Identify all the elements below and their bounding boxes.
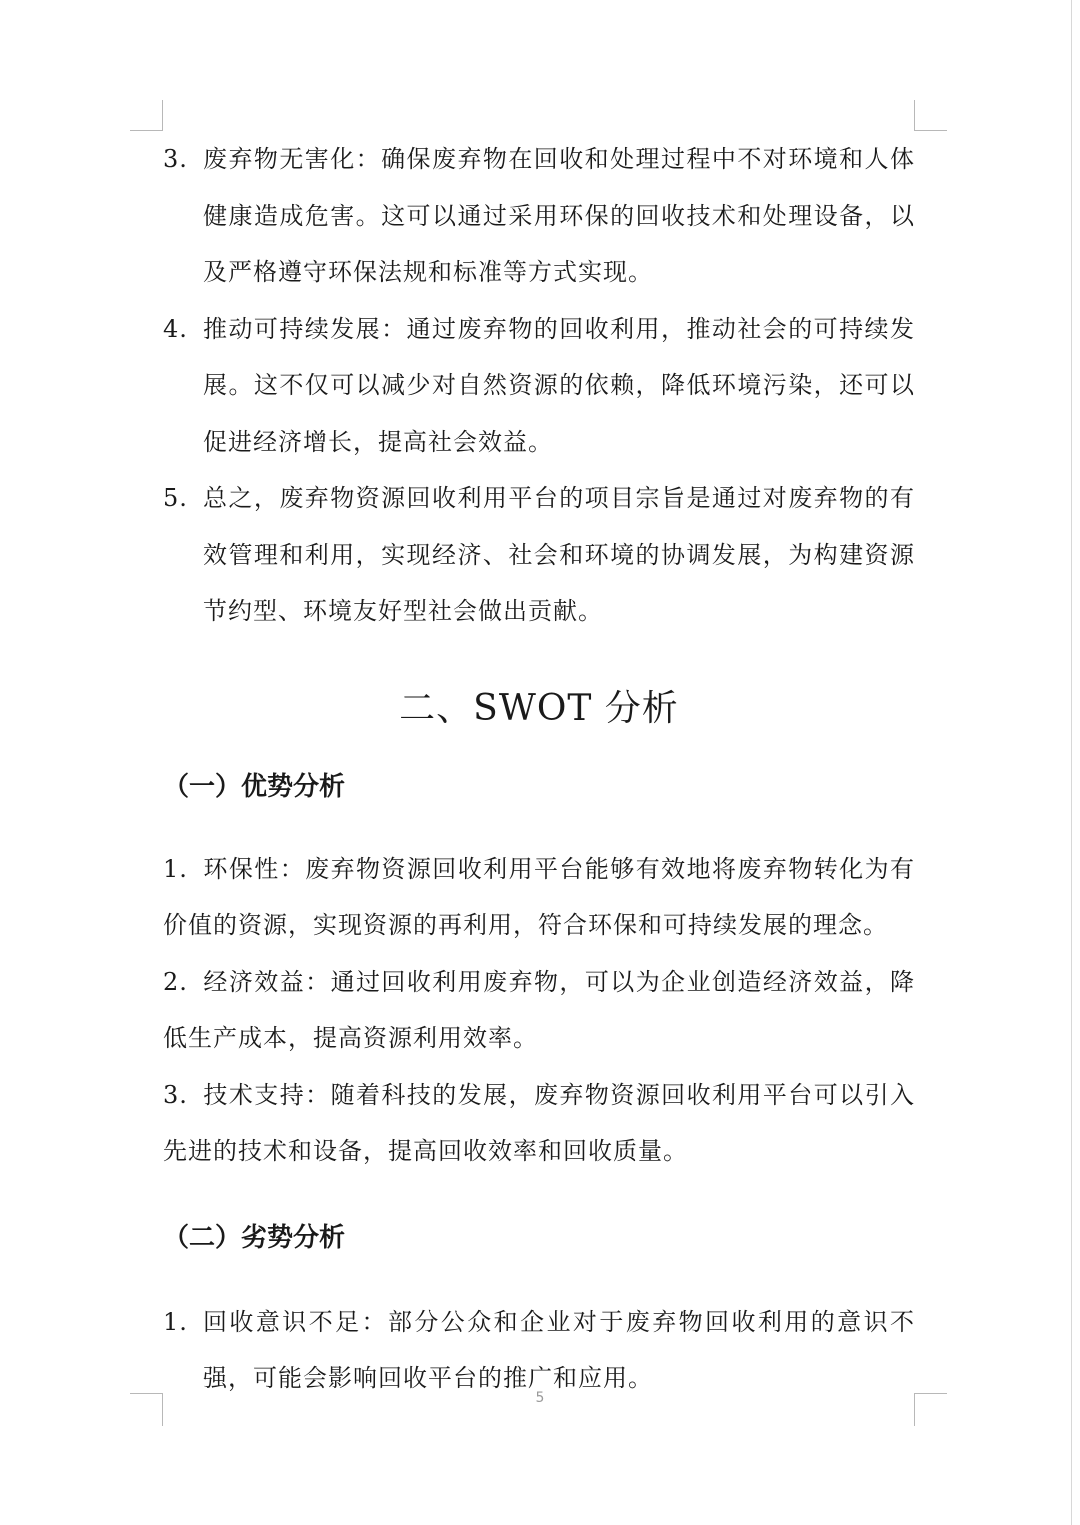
- page-edge: [1071, 0, 1072, 1525]
- strength-item-number: 1.: [163, 854, 188, 883]
- strength-item: [163, 1067, 915, 1180]
- list-item-text: 废弃物无害化：确保废弃物在回收和处理过程中不对环境和人体健康造成危害。这可以通过采用环保的回收技术和处理设备，以及严格遵守环保法规和标准等方式实现。: [203, 145, 915, 286]
- page-number: 5: [535, 1390, 545, 1406]
- section-title: 二、SWOT 分析: [399, 687, 679, 729]
- strength-item: [163, 841, 915, 954]
- strength-item-text: 环保性：废弃物资源回收利用平台能够有效地将废弃物转化为有价值的资源，实现资源的再利用，符合环保和可持续发展的理念。: [163, 854, 915, 939]
- weaknesses-heading: （二）劣势分析: [163, 1222, 346, 1253]
- list-item-number: 5.: [163, 484, 188, 512]
- list-item-number: 3.: [163, 145, 188, 173]
- list-item-number: 4.: [163, 314, 188, 343]
- page-content: [163, 131, 915, 1407]
- strength-item-text: 技术支持：随着科技的发展，废弃物资源回收利用平台可以引入先进的技术和设备，提高回收效率和回收质量。: [163, 1080, 915, 1165]
- strength-item-text: 经济效益：通过回收利用废弃物，可以为企业创造经济效益，降低生产成本，提高资源利用效率。: [163, 967, 915, 1052]
- strengths-heading: （一）优势分析: [163, 771, 346, 802]
- list-item: [163, 131, 915, 301]
- weakness-item-text: 回收意识不足：部分公众和企业对于废弃物回收利用的意识不强，可能会影响回收平台的推广和应用。: [203, 1307, 915, 1392]
- strength-item-number: 3.: [163, 1080, 188, 1109]
- strength-item-number: 2.: [163, 967, 188, 996]
- list-item: [163, 470, 915, 640]
- crop-mark-top-right: [914, 100, 947, 131]
- weakness-item-number: 1.: [163, 1307, 188, 1336]
- list-item: [163, 301, 915, 471]
- strength-item: [163, 954, 915, 1067]
- list-item-text: 推动可持续发展：通过废弃物的回收利用，推动社会的可持续发展。这不仅可以减少对自然资源的依赖，降低环境污染，还可以促进经济增长，提高社会效益。: [203, 314, 915, 456]
- crop-mark-top-left: [130, 100, 163, 131]
- list-item-text: 总之，废弃物资源回收利用平台的项目宗旨是通过对废弃物的有效管理和利用，实现经济、社会和环境的协调发展，为构建资源节约型、环境友好型社会做出贡献。: [203, 484, 915, 625]
